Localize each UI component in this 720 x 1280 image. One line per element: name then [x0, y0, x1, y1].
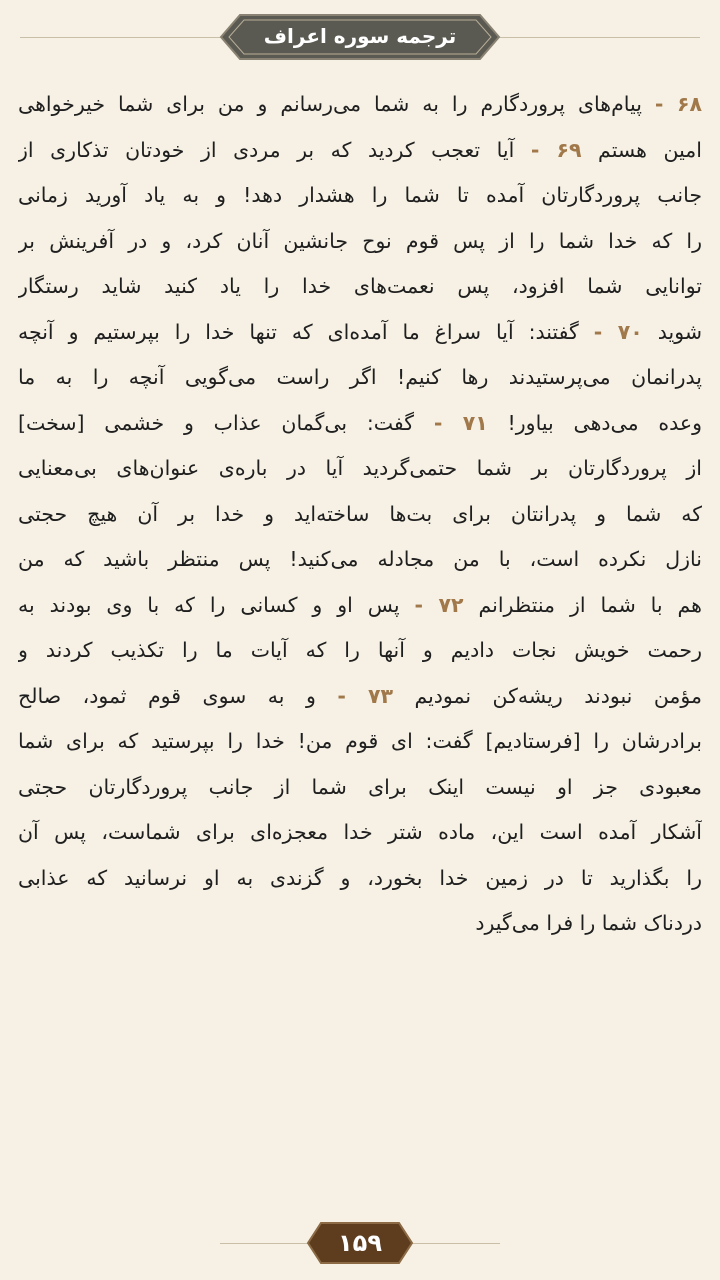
translation-text [18, 82, 702, 947]
text-line: از پروردگارتان بر شما حتمی‌گردید آیا در باره‌ی عنوان‌های بی‌معنایی [18, 456, 702, 480]
text-segment: گفت: بی‌گمان عذاب و خشمی [سخت] [18, 410, 434, 435]
header-rule-right [495, 37, 700, 38]
footer-rule-left [220, 1243, 310, 1244]
text-line: نازل نکرده است، با من مجادله می‌کنید! پس منتظر باشید که من [18, 547, 702, 571]
text-segment: مؤمن نبودند ریشه‌کن نمودیم [392, 683, 702, 708]
text-line [18, 128, 702, 174]
text-line [18, 674, 702, 720]
verse-number: ۶۸ - [654, 92, 702, 116]
text-line [18, 583, 702, 629]
title-badge [218, 12, 502, 62]
text-line: آشکار آمده است این، ماده شتر خدا معجزه‌ای برای شماست، پس آن [18, 820, 702, 844]
text-segment: هم با شما از منتظرانم [463, 592, 702, 617]
text-line: دردناک شما را فرا می‌گیرد [475, 911, 702, 935]
text-line: جانب پروردگارتان آمده تا شما را هشدار دهد! و به یاد آورید زمانی [18, 183, 702, 207]
text-line: که شما و پدرانتان برای بت‌ها ساخته‌اید و خدا بر آن هیچ حجتی [18, 501, 702, 526]
text-segment: آیا تعجب کردید که بر مردی از خودتان تذکاری از [18, 137, 531, 162]
header-rule-left [20, 37, 225, 38]
verse-number: ۷۱ - [433, 410, 488, 435]
page-number: ۱۵۹ [338, 1229, 382, 1257]
text-line: معبودی جز او نیست اینک برای شما از جانب پروردگارتان حجتی [18, 774, 702, 799]
text-segment: وعده می‌دهی بیاور! [487, 410, 702, 435]
verse-number: ۶۹ - [530, 137, 582, 162]
verse-number: ۷۲ - [414, 592, 464, 617]
text-segment: امین هستم [581, 137, 702, 162]
text-line: را که خدا شما را از پس قوم نوح جانشین آنان کرد، و در آفرینش بر [18, 228, 702, 253]
text-line [18, 310, 702, 356]
verse-number: ۷۰ - [593, 319, 643, 344]
text-line: را بگذارید تا در زمین خدا بخورد، و گزندی به او نرسانید که عذابی [18, 865, 702, 890]
text-line: رحمت خویش نجات دادیم و آنها را که آیات ما را تکذیب کردند و [18, 638, 702, 662]
text-line [18, 82, 702, 128]
page-number-badge [305, 1220, 415, 1266]
page-footer [0, 1210, 720, 1270]
text-line: توانایی شما افزود، پس نعمت‌های خدا را یاد کنید شاید رستگار [18, 274, 702, 298]
text-segment: گفتند: آیا سراغ ما آمده‌ای که تنها خدا را بپرستیم و آنچه [18, 319, 594, 344]
verse-number: ۷۳ - [337, 683, 393, 708]
text-segment: شوید [642, 319, 702, 344]
text-line [18, 401, 702, 447]
text-line: برادرشان را [فرستادیم] گفت: ای قوم من! خدا را بپرستید که برای شما [18, 729, 702, 753]
text-line: پدرانمان می‌پرستیدند رها کنیم! اگر راست می‌گویی آنچه را به ما [18, 365, 702, 389]
text-segment: پس او و کسانی را که با وی بودند به [18, 592, 415, 617]
page-title: ترجمه سوره اعراف [263, 24, 457, 48]
text-segment: و به سوی قوم ثمود، صالح [18, 683, 338, 708]
page-header [0, 0, 720, 80]
text-segment: پیام‌های پروردگارم را به شما می‌رسانم و من برای شما خیرخواهی [18, 92, 655, 116]
footer-rule-right [410, 1243, 500, 1244]
